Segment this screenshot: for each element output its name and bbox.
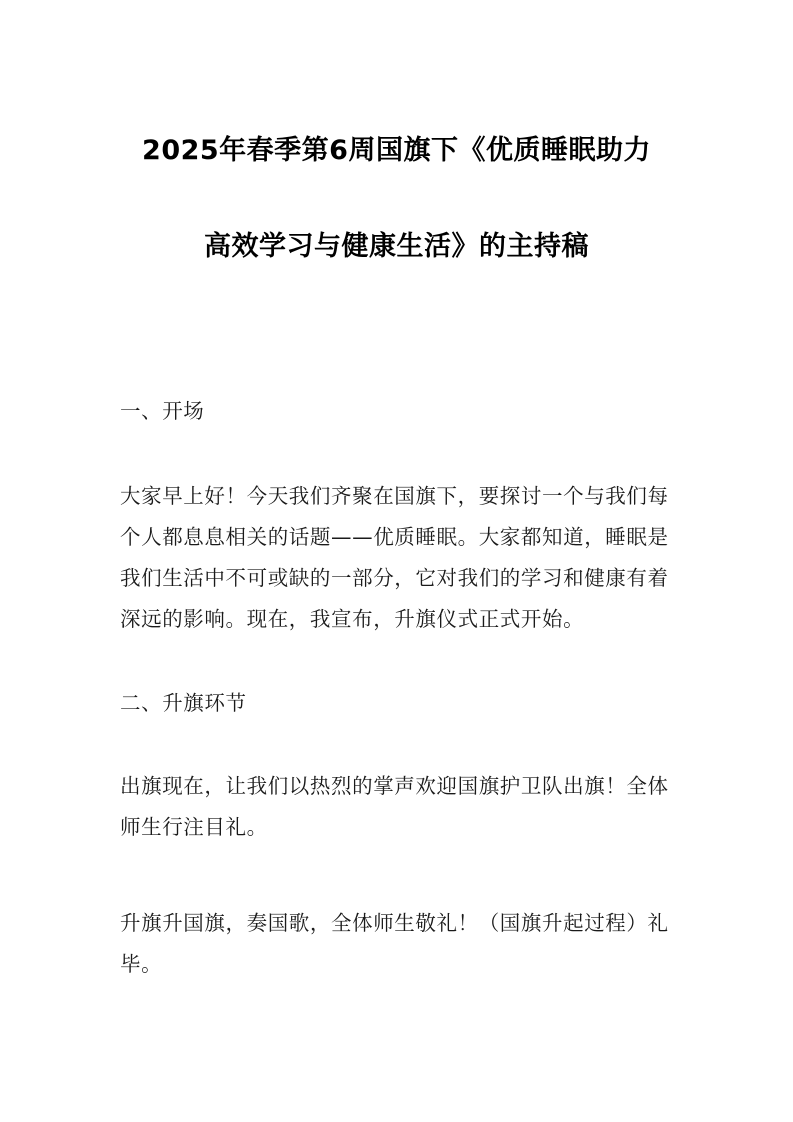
section-heading-opening [120, 391, 676, 432]
paragraph-line: 大家早上好！今天我们齐聚在国旗下，要探讨一个与我们每 [120, 484, 669, 508]
document-title-line-2: 高效学习与健康生活》的主持稿 [204, 231, 589, 262]
paragraph-line: 出旗现在，让我们以热烈的掌声欢迎国旗护卫队出旗！全体 [120, 774, 669, 798]
paragraph-flag-raise [120, 903, 676, 985]
paragraph-line: 深远的影响。现在，我宣布，升旗仪式正式开始。 [120, 607, 585, 631]
section-heading-text: 一、开场 [120, 399, 205, 423]
paragraph-line: 个人都息息相关的话题——优质睡眠。大家都知道，睡眠是 [120, 525, 669, 549]
paragraph-flag-out [120, 766, 676, 848]
paragraph-line: 升旗升国旗，奏国歌，全体师生敬礼！（国旗升起过程）礼 [120, 911, 669, 935]
section-heading-text: 二、升旗环节 [120, 691, 247, 715]
paragraph-line: 我们生活中不可或缺的一部分，它对我们的学习和健康有着 [120, 566, 669, 590]
document-title-line-1: 2025年春季第6周国旗下《优质睡眠助力 [142, 135, 651, 166]
paragraph-line: 毕。 [120, 952, 163, 976]
section-heading-flag-raising [120, 683, 676, 724]
paragraph-opening [120, 476, 676, 640]
paragraph-line: 师生行注目礼。 [120, 815, 268, 839]
